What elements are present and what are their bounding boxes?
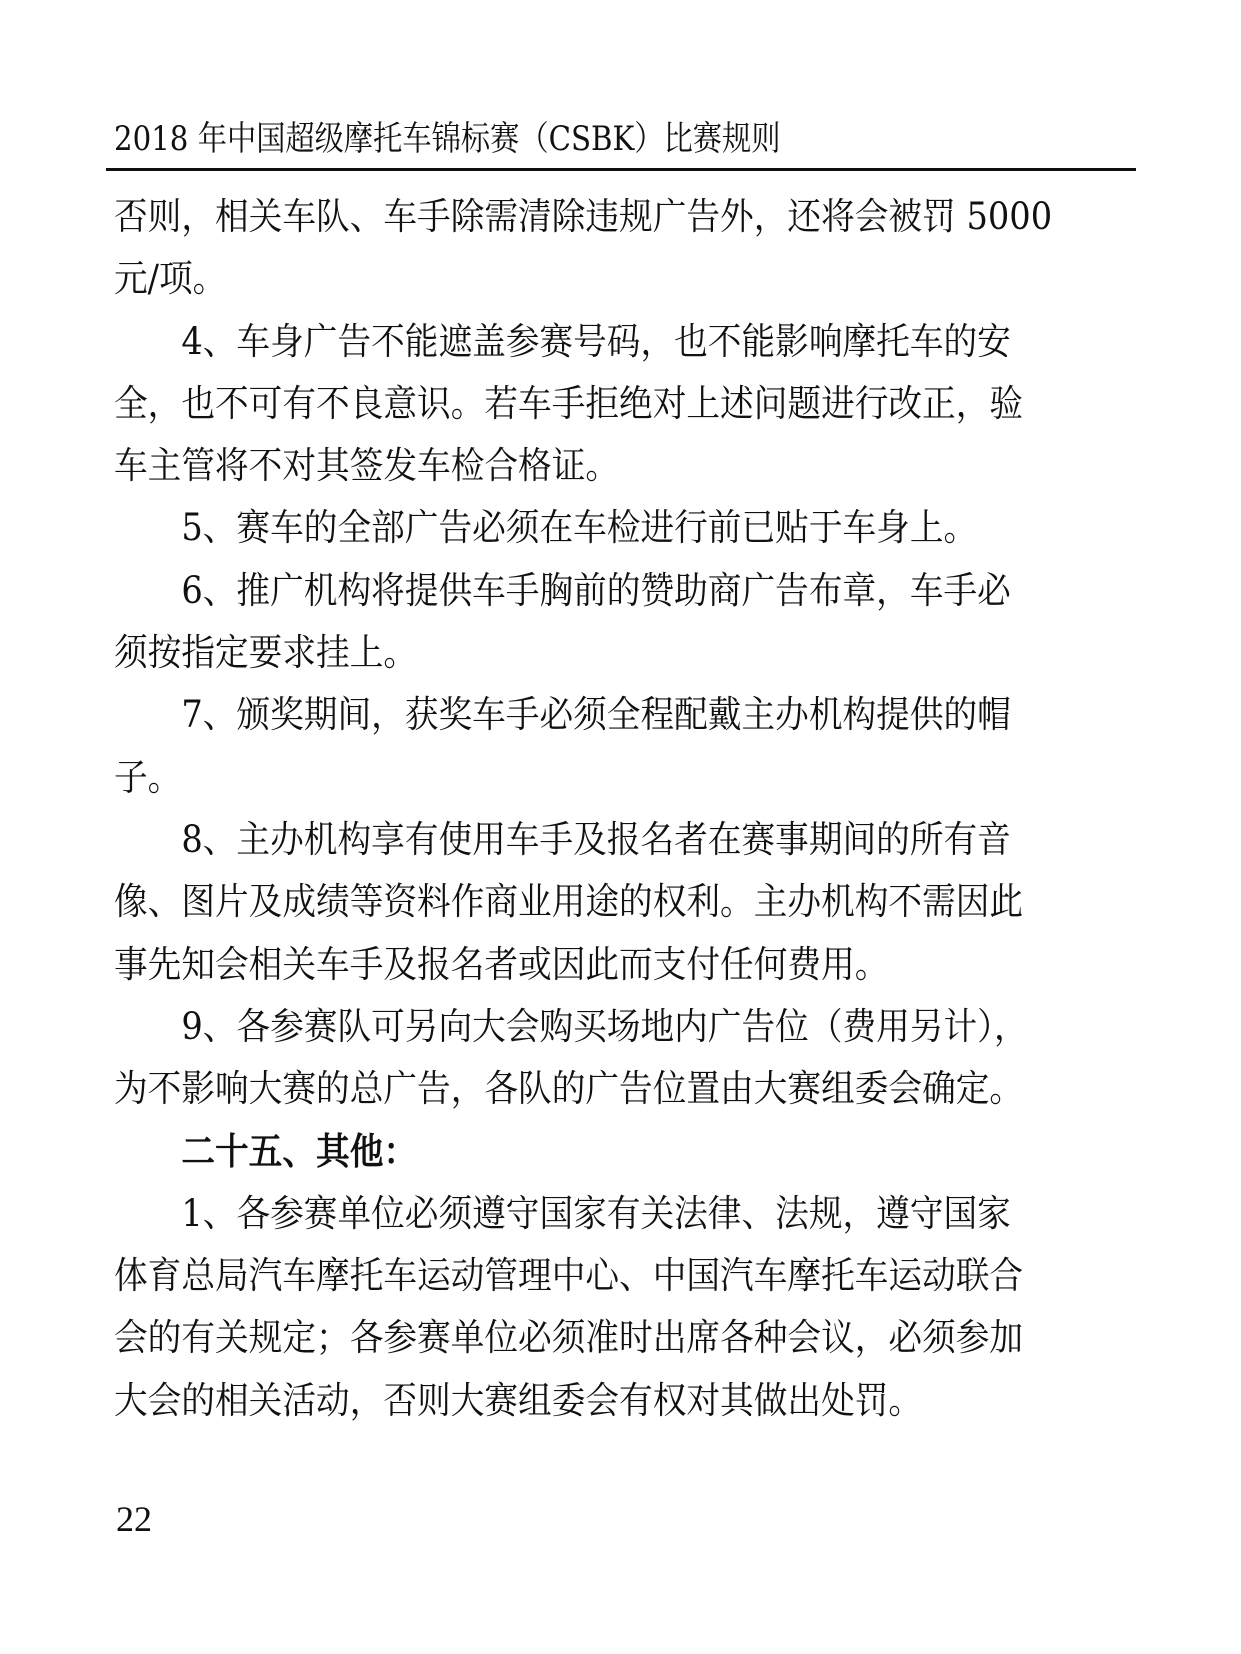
text-line: 体育总局汽车摩托车运动管理中心、中国汽车摩托车运动联合 — [114, 1254, 1024, 1298]
header-divider — [106, 168, 1136, 171]
text-line: 全，也不可有不良意识。若车手拒绝对上述问题进行改正，验 — [114, 381, 1024, 425]
list-item-9: 9、各参赛队可另向大会购买场地内广告位（费用另计）， — [181, 1004, 1028, 1048]
text-line: 事先知会相关车手及报名者或因此而支付任何费用。 — [114, 942, 889, 986]
text-line: 否则，相关车队、车手除需清除违规广告外，还将会被罚 5000 — [114, 195, 1053, 238]
text-line: 须按指定要求挂上。 — [114, 631, 418, 675]
text-line: 大会的相关活动，否则大赛组委会有权对其做出处罚。 — [114, 1378, 923, 1422]
text-line: 车主管将不对其签发车检合格证。 — [114, 444, 620, 488]
list-item-4: 4、车身广告不能遮盖参赛号码，也不能影响摩托车的安 — [181, 319, 1011, 363]
list-item-7: 7、颁奖期间，获奖车手必须全程配戴主办机构提供的帽 — [181, 693, 1011, 737]
body-text — [114, 186, 1134, 1432]
text-line: 为不影响大赛的总广告，各队的广告位置由大赛组委会确定。 — [114, 1067, 1024, 1111]
text-line: 元/项。 — [114, 257, 227, 301]
text-line: 子。 — [114, 755, 182, 799]
list-item-8: 8、主办机构享有使用车手及报名者在赛事期间的所有音 — [181, 817, 1011, 861]
list-item-5: 5、赛车的全部广告必须在车检进行前已贴于车身上。 — [181, 506, 978, 550]
text-line: 会的有关规定；各参赛单位必须准时出席各种会议，必须参加 — [114, 1316, 1024, 1360]
text-line: 像、图片及成绩等资料作商业用途的权利。主办机构不需因此 — [114, 880, 1024, 924]
list-item-1: 1、各参赛单位必须遵守国家有关法律、法规，遵守国家 — [181, 1191, 1011, 1235]
running-header: 2018 年中国超级摩托车锦标赛（CSBK）比赛规则 — [114, 119, 781, 159]
page-number: 22 — [116, 1499, 152, 1539]
list-item-6: 6、推广机构将提供车手胸前的赞助商广告布章，车手必 — [181, 568, 1011, 612]
section-heading: 二十五、其他： — [181, 1129, 418, 1174]
